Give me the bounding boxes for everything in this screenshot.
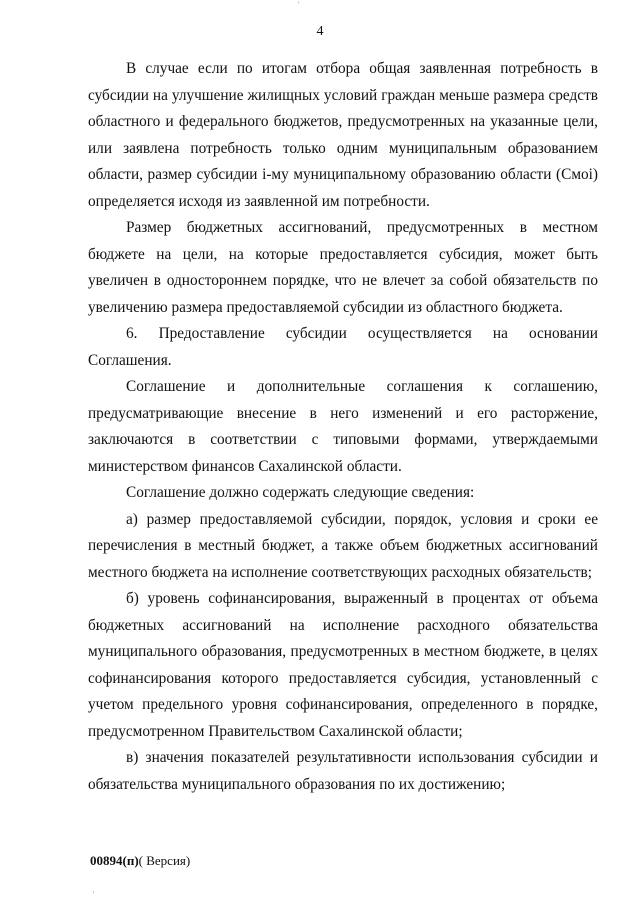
paragraph-item-b: б) уровень софинансирования, выраженный в процентах от объема бюджетных ассигнований на исполнение расходного обязательства муниципального образования, предусмотренных в местном бюджете, в целях софинансирования которого предоставляется субсидия, установленный с учетом предельного уровня софинансирования, определенного в порядке, предусмотренном Правительством Сахалинской области; (88, 590, 598, 740)
paragraph-agreement-basis: 6. Предоставление субсидии осуществляется на основании Соглашения. (88, 325, 598, 369)
document-code: 00894(п) (90, 853, 139, 868)
document-body (88, 56, 598, 798)
paragraph-budget-allocation: Размер бюджетных ассигнований, предусмотренных в местном бюджете на цели, на которые предоставляется субсидия, может быть увеличен в одностороннем порядке, что не влечет за собой обязательств по увеличению размера предоставляемой субсидии из областного бюджета. (88, 219, 598, 316)
paragraph-item-a: а) размер предоставляемой субсидии, порядок, условия и сроки ее перечисления в местный бюджет, а также объем бюджетных ассигнований местного бюджета на исполнение соответствующих расходных обязательств; (88, 510, 598, 581)
paragraph-subsidy-demand: В случае если по итогам отбора общая заявленная потребность в субсидии на улучшение жилищных условий граждан меньше размера средств областного и федерального бюджетов, предусмотренных на указанные цели, или заявлена потребность только одним муниципальным образованием области, размер субсидии i-му муниципальному образованию области (Смоi) определяется исходя из заявленной им потребности. (88, 60, 598, 210)
document-footer (90, 853, 190, 869)
scan-mark: ' (93, 890, 95, 899)
document-version: ( Версия) (138, 853, 191, 868)
scan-mark: ' (298, 0, 300, 9)
page-number: 4 (316, 24, 324, 39)
paragraph-additional-agreements: Соглашение и дополнительные соглашения к соглашению, предусматривающие внесение в него изменений и его расторжение, заключаются в соответствии с типовыми формами, утверждаемыми министерством финансов Сахалинской области. (88, 378, 598, 475)
paragraph-agreement-contents: Соглашение должно содержать следующие сведения: (126, 484, 475, 501)
paragraph-item-v: в) значения показателей результативности использования субсидии и обязательства муниципального образования по их достижению; (88, 749, 598, 793)
